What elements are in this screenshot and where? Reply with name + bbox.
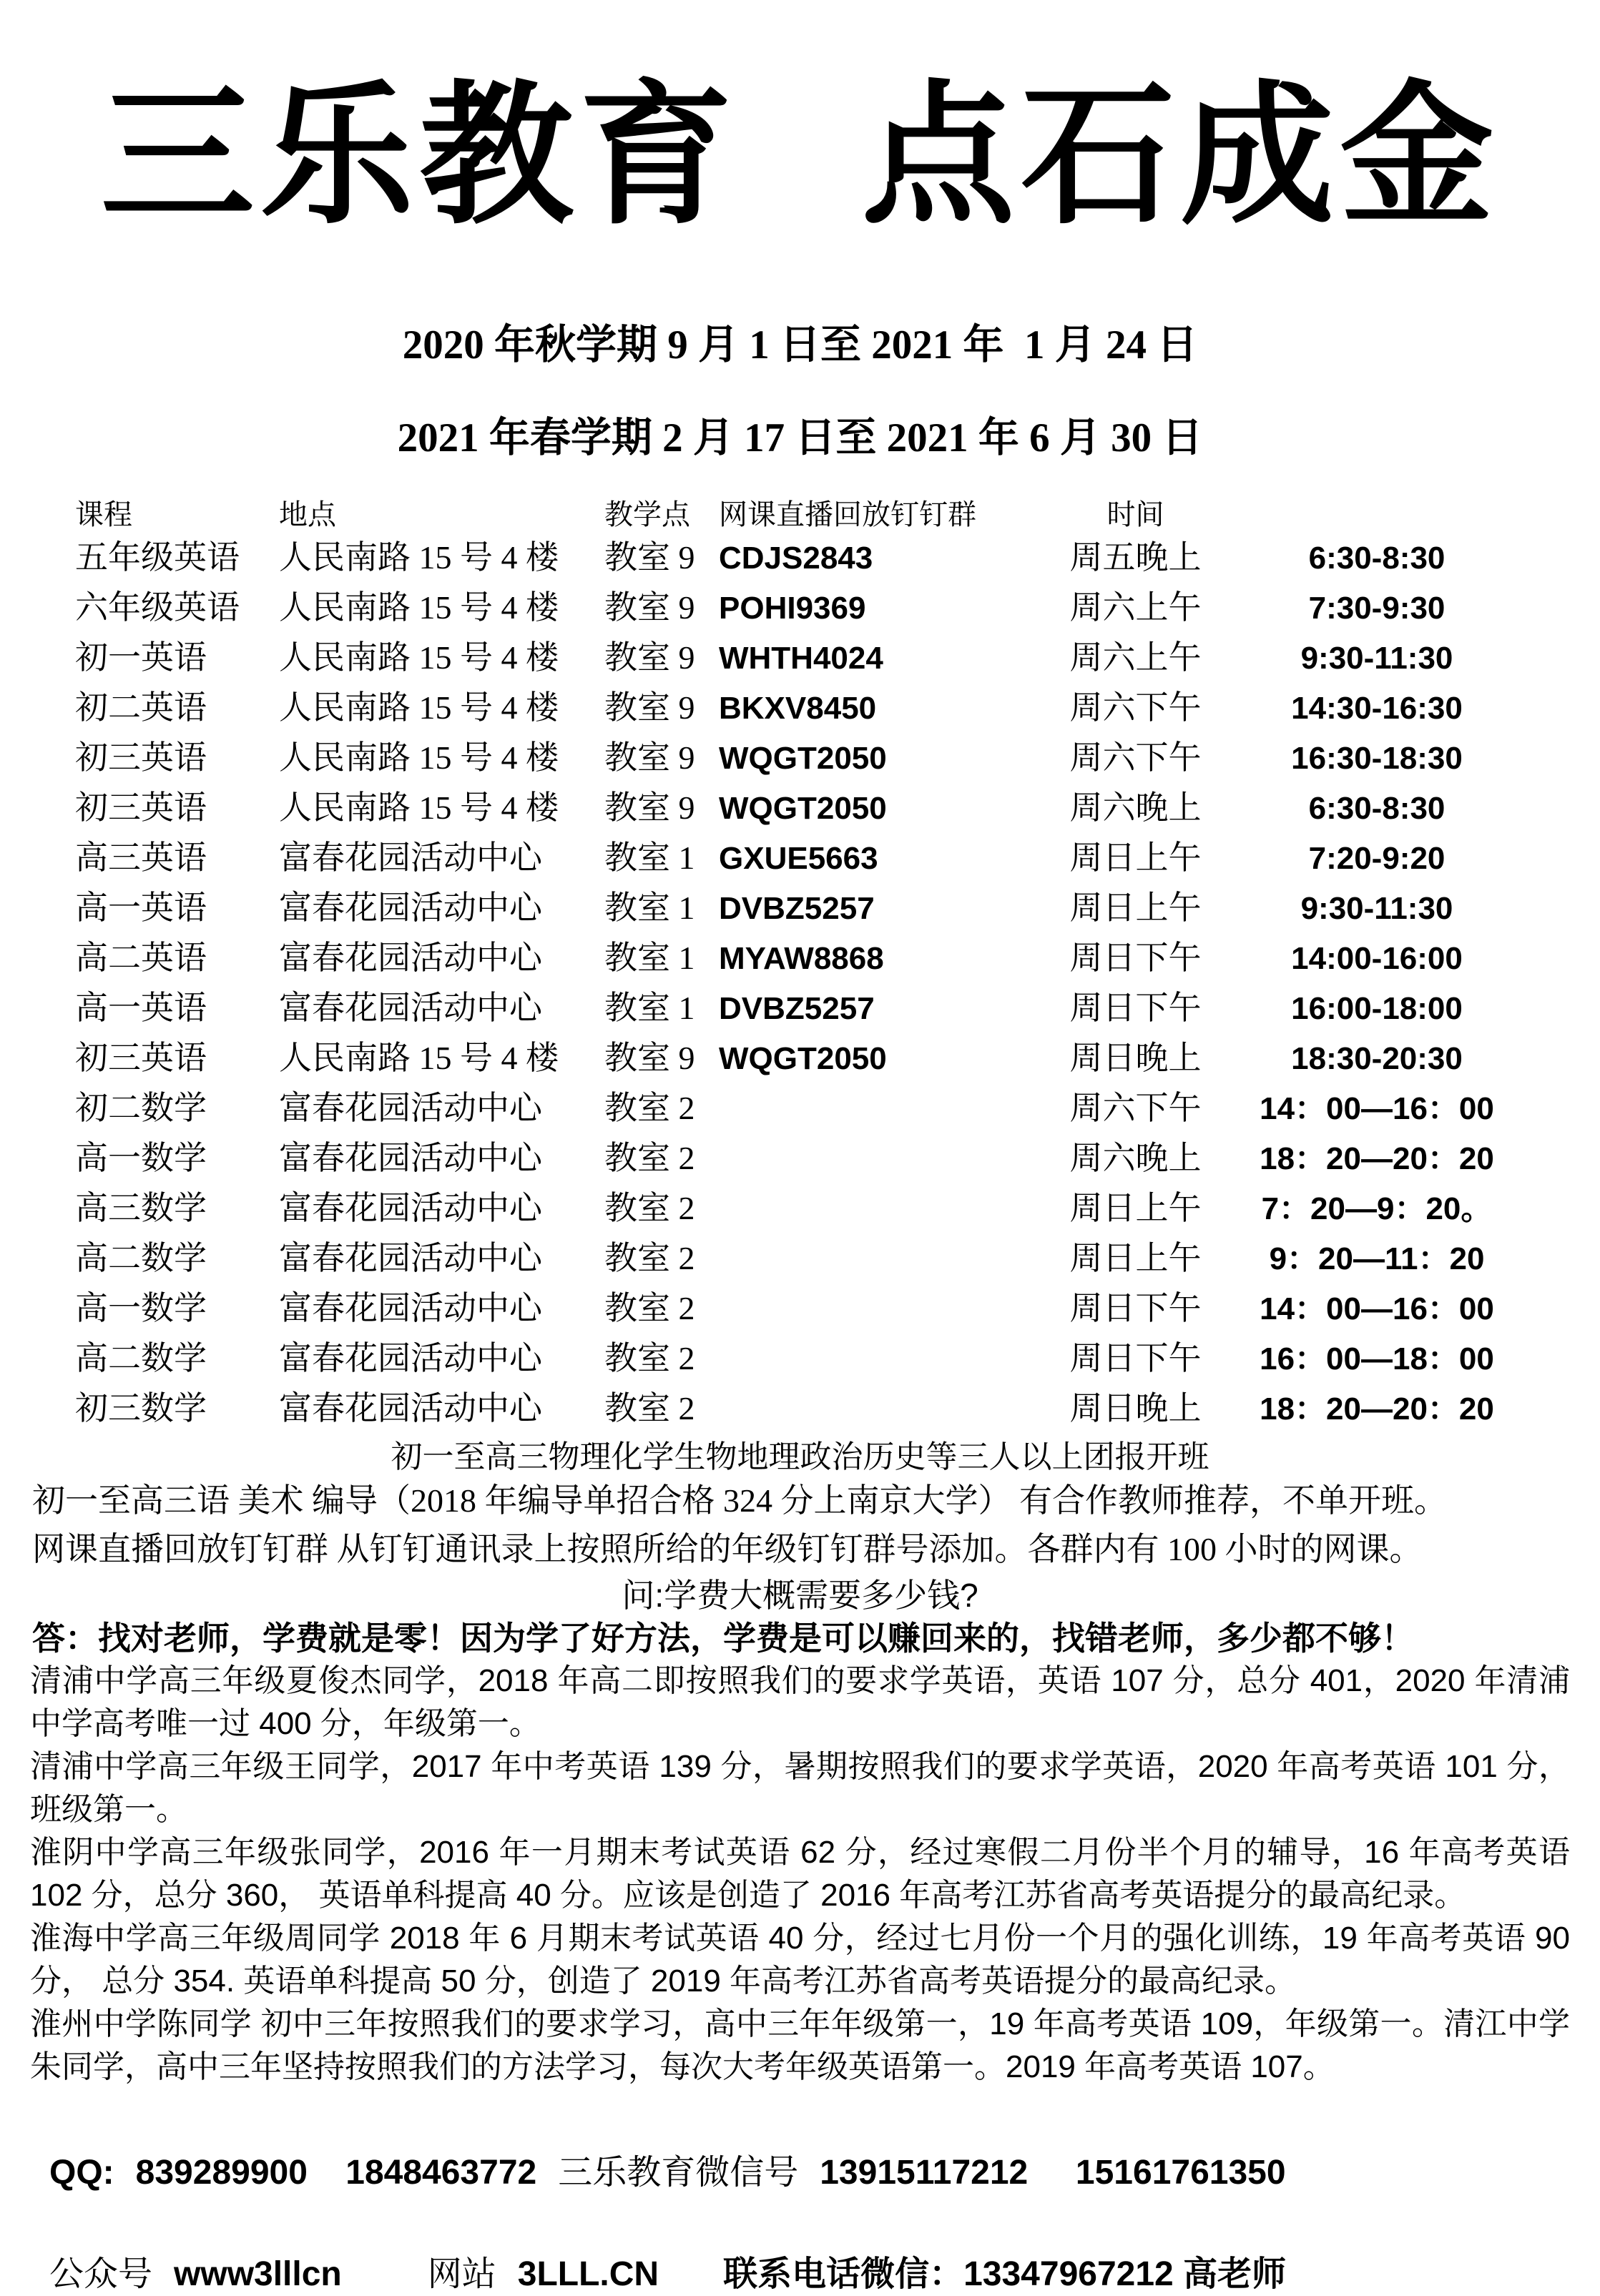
time-cell: 9：20—11：20 [1269,1241,1485,1276]
time-cell: 7：20—9：20。 [1261,1191,1493,1226]
day-cell: 周日上午 [1069,890,1202,926]
time-cell: 16:30-18:30 [1291,741,1463,776]
course-cell: 初二英语 [75,689,207,726]
contact-line-qq [32,2109,1568,2194]
course-cell: 高三英语 [75,839,207,876]
time-cell: 16:00-18:00 [1291,991,1463,1026]
testimonial-paragraph: 淮海中学高三年级周同学 2018 年 6 月期末考试英语 40 分，经过七月份一个月的强化训练，19 年高考英语 90 分， 总分 354. 英语单科提高 50 分，创造了 2019 年高考江苏省高考英语提分的最高纪录。 [30,1921,1570,1999]
course-cell: 高一数学 [75,1140,207,1176]
time-cell: 18：20—20：20 [1260,1391,1494,1427]
day-cell: 周六晚上 [1069,789,1202,826]
table-row [75,633,1514,683]
day-cell: 周日下午 [1069,1340,1202,1376]
day-cell: 周六上午 [1069,639,1202,676]
location-cell: 人民南路 15 号 4 楼 [279,639,559,676]
location-cell: 人民南路 15 号 4 楼 [279,1040,559,1076]
table-row [75,1083,1514,1133]
tuition-answer: 答：找对老师，学费就是零！因为学了好方法，学费是可以赚回来的，找错老师，多少都不够！ [32,1620,1414,1657]
dingtalk-group-cell: WQGT2050 [719,741,887,776]
time-cell: 14：00—16：00 [1260,1291,1494,1326]
location-cell: 富春花园活动中心 [279,1240,542,1276]
course-cell: 五年级英语 [75,539,240,576]
course-cell: 高一英语 [75,990,207,1026]
table-row [75,533,1514,583]
room-cell: 教室 2 [604,1090,695,1126]
day-cell: 周六晚上 [1069,1140,1202,1176]
room-cell: 教室 9 [604,789,695,826]
header-location: 地点 [279,498,336,531]
location-cell: 富春花园活动中心 [279,1340,542,1376]
time-cell: 7:20-9:20 [1308,841,1446,876]
table-row [75,883,1514,933]
day-cell: 周五晚上 [1069,539,1202,576]
semester-line-spring: 2021 年春学期 2 月 17 日至 2021 年 6 月 30 日 [397,415,1203,460]
dingtalk-group-cell: WQGT2050 [719,1041,887,1076]
qq-numbers: 839289900 1848463772 [135,2154,537,2192]
wechat-label: 三乐教育微信号 [558,2154,799,2192]
room-cell: 教室 1 [604,990,695,1026]
time-cell: 14:30-16:30 [1291,691,1463,726]
location-cell: 人民南路 15 号 4 楼 [279,539,559,576]
course-cell: 初三英语 [75,739,207,776]
dingtalk-group-cell: DVBZ5257 [719,991,875,1026]
room-cell: 教室 1 [604,839,695,876]
testimonial-paragraph: 淮州中学陈同学 初中三年按照我们的要求学习，高中三年年级第一，19 年高考英语 109，年级第一。清江中学朱同学，高中三年坚持按照我们的方法学习，每次大考年级英语第一。2019 年高考英语 107。 [30,2006,1570,2084]
header-site: 教学点 [604,498,690,531]
table-row [75,1033,1514,1083]
website-label: 网站 [427,2255,496,2293]
room-cell: 教室 1 [604,890,695,926]
course-cell: 初三数学 [75,1390,207,1427]
table-row [75,1133,1514,1183]
phone-teacher: 联系电话微信：13347967212 高老师 [723,2255,1287,2293]
dingtalk-note: 网课直播回放钉钉群 从钉钉通讯录上按照所给的年级钉钉群号添加。各群内有 100 小时的网课。 [32,1531,1423,1567]
testimonial-paragraph: 清浦中学高三年级夏俊杰同学，2018 年高二即按照我们的要求学英语，英语 107 分，总分 401，2020 年清浦中学高考唯一过 400 分，年级第一。 [30,1663,1570,1741]
website-value: 3LLL.CN [517,2255,659,2293]
semester-dates [0,311,1600,472]
room-cell: 教室 9 [604,539,695,576]
team-enroll-note: 初一至高三物理化学生物地理政治历史等三人以上团报开班 [391,1439,1209,1474]
room-cell: 教室 9 [604,1040,695,1076]
course-cell: 高二数学 [75,1340,207,1376]
semester-line-autumn: 2020 年秋学期 9 月 1 日至 2021 年 1 月 24 日 [402,322,1198,368]
location-cell: 人民南路 15 号 4 楼 [279,689,559,726]
time-cell: 14:00-16:00 [1291,941,1463,976]
table-row [75,1284,1514,1334]
day-cell: 周日上午 [1069,839,1202,876]
time-cell: 9:30-11:30 [1300,891,1453,926]
location-cell: 富春花园活动中心 [279,940,542,976]
schedule-rows [75,533,1514,1434]
room-cell: 教室 2 [604,1290,695,1326]
day-cell: 周六下午 [1069,1090,1202,1126]
table-row [75,1334,1514,1384]
table-row [75,583,1514,633]
schedule-header-row [75,497,1514,533]
course-cell: 初三英语 [75,1040,207,1076]
course-cell: 高一数学 [75,1290,207,1326]
course-cell: 初一英语 [75,639,207,676]
course-cell: 高二英语 [75,940,207,976]
location-cell: 富春花园活动中心 [279,1390,542,1427]
time-cell: 18：20—20：20 [1260,1141,1494,1176]
day-cell: 周六上午 [1069,589,1202,626]
gongzhonghao-label: 公众号 [49,2255,153,2293]
room-cell: 教室 2 [604,1340,695,1376]
room-cell: 教室 9 [604,639,695,676]
day-cell: 周日上午 [1069,1240,1202,1276]
tuition-question: 问:学费大概需要多少钱? [622,1577,978,1614]
course-cell: 高一英语 [75,890,207,926]
wechat-numbers: 13915117212 15161761350 [820,2154,1286,2192]
day-cell: 周日晚上 [1069,1390,1202,1427]
room-cell: 教室 2 [604,1390,695,1427]
location-cell: 富春花园活动中心 [279,839,542,876]
room-cell: 教室 9 [604,689,695,726]
testimonial-paragraph: 清浦中学高三年级王同学，2017 年中考英语 139 分，暑期按照我们的要求学英语，2020 年高考英语 101 分，班级第一。 [30,1749,1570,1827]
time-cell: 14：00—16：00 [1260,1091,1494,1126]
dingtalk-group-cell: WQGT2050 [719,791,887,826]
dingtalk-group-cell: POHI9369 [719,591,866,626]
location-cell: 富春花园活动中心 [279,1290,542,1326]
table-row [75,733,1514,783]
table-row [75,1183,1514,1233]
dingtalk-group-cell: MYAW8868 [719,941,884,976]
time-cell: 16：00—18：00 [1260,1341,1494,1376]
table-row [75,933,1514,983]
table-row [75,683,1514,733]
day-cell: 周六下午 [1069,739,1202,776]
location-cell: 富春花园活动中心 [279,1190,542,1226]
table-row [75,833,1514,883]
location-cell: 富春花园活动中心 [279,890,542,926]
room-cell: 教室 9 [604,589,695,626]
course-cell: 初二数学 [75,1090,207,1126]
dingtalk-group-cell: DVBZ5257 [719,891,875,926]
header-time: 时间 [1106,498,1164,531]
room-cell: 教室 2 [604,1240,695,1276]
course-cell: 六年级英语 [75,589,240,626]
gongzhonghao-value: www3lllcn [174,2255,342,2293]
course-cell: 高三数学 [75,1190,207,1226]
day-cell: 周日下午 [1069,990,1202,1026]
location-cell: 人民南路 15 号 4 楼 [279,739,559,776]
day-cell: 周六下午 [1069,689,1202,726]
course-cell: 初三英语 [75,789,207,826]
location-cell: 人民南路 15 号 4 楼 [279,589,559,626]
table-row [75,1233,1514,1284]
table-row [75,783,1514,833]
day-cell: 周日下午 [1069,940,1202,976]
day-cell: 周日晚上 [1069,1040,1202,1076]
room-cell: 教室 2 [604,1140,695,1176]
header-course: 课程 [75,498,132,531]
time-cell: 6:30-8:30 [1308,541,1446,576]
day-cell: 周日上午 [1069,1190,1202,1226]
dingtalk-group-cell: CDJS2843 [719,541,873,576]
contact-line-web [32,2210,1568,2296]
dingtalk-group-cell: GXUE5663 [719,841,878,876]
location-cell: 富春花园活动中心 [279,1140,542,1176]
dingtalk-group-cell: WHTH4024 [719,641,883,676]
other-subjects-note: 初一至高三语 美术 编导（2018 年编导单招合格 324 分上南京大学） 有合作教师推荐，不单开班。 [32,1482,1447,1519]
schedule-table [75,497,1514,1434]
room-cell: 教室 2 [604,1190,695,1226]
time-cell: 9:30-11:30 [1300,641,1453,676]
testimonials [30,1660,1570,2089]
room-cell: 教室 9 [604,739,695,776]
table-row [75,1384,1514,1434]
course-cell: 高二数学 [75,1240,207,1276]
time-cell: 18:30-20:30 [1291,1041,1463,1076]
time-cell: 7:30-9:30 [1308,591,1446,626]
page-title: 三乐教育 点石成金 [100,72,1500,242]
location-cell: 富春花园活动中心 [279,1090,542,1126]
location-cell: 富春花园活动中心 [279,990,542,1026]
qq-label: QQ: [49,2154,114,2192]
dingtalk-group-cell: BKXV8450 [719,691,877,726]
room-cell: 教室 1 [604,940,695,976]
time-cell: 6:30-8:30 [1308,791,1446,826]
header-group: 网课直播回放钉钉群 [719,498,976,531]
location-cell: 人民南路 15 号 4 楼 [279,789,559,826]
table-row [75,983,1514,1033]
testimonial-paragraph: 淮阴中学高三年级张同学，2016 年一月期末考试英语 62 分，经过寒假二月份半个月的辅导，16 年高考英语 102 分，总分 360， 英语单科提高 40 分。应该是创造了 2016 年高考江苏省高考英语提分的最高纪录。 [30,1835,1570,1913]
day-cell: 周日下午 [1069,1290,1202,1326]
